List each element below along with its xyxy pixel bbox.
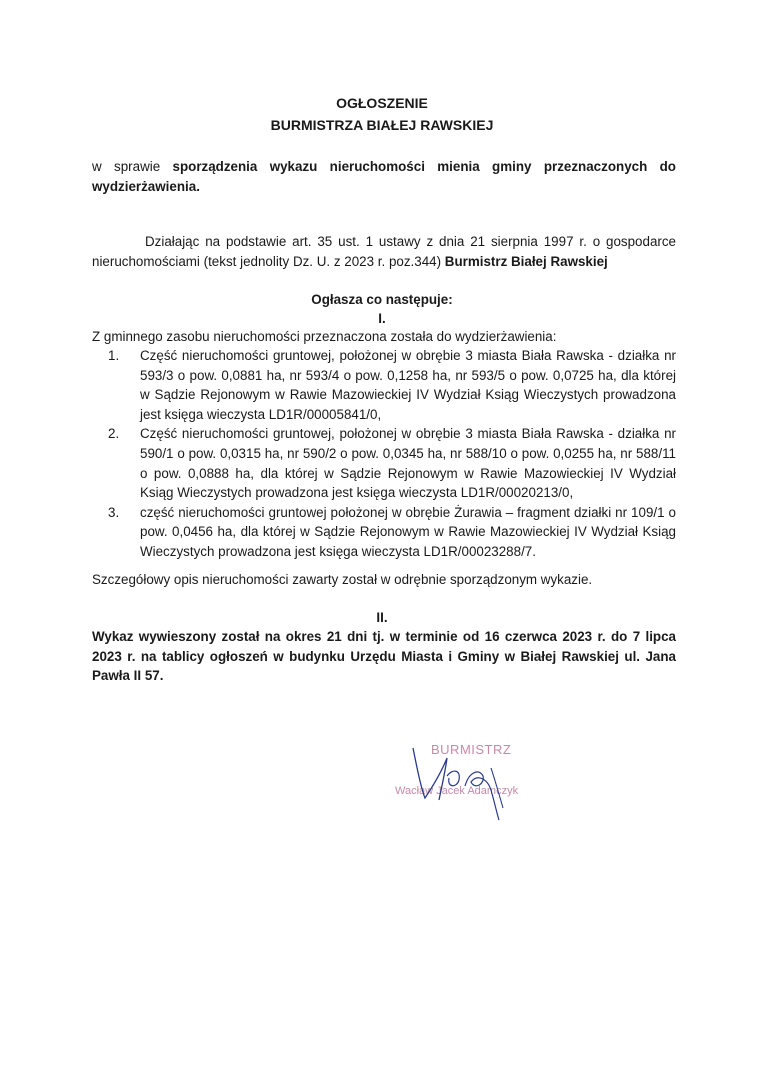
section-1-numeral: I.: [378, 311, 386, 326]
announce-heading: Ogłasza co następuje:: [311, 292, 453, 307]
title-line-1: OGŁOSZENIE: [336, 95, 428, 111]
signature-stamp: [395, 728, 545, 828]
list-item: [108, 346, 676, 424]
handwritten-signature-icon: [395, 728, 545, 828]
detail-note: Szczegółowy opis nieruchomości zawarty został w odrębnie sporządzonym wykazie.: [92, 572, 593, 587]
subject-paragraph: [92, 157, 676, 196]
property-list: [108, 346, 676, 562]
legal-basis-text: Działając na podstawie art. 35 ust. 1 ustawy z dnia 21 sierpnia 1997 r. o gospodarce nieruchomościami (tekst jednolity Dz. U. z 2023 r. poz.344): [92, 234, 676, 269]
subject-bold: sporządzenia wykazu nieruchomości mienia gminy przeznaczonych do wydzierżawienia.: [92, 159, 676, 194]
posting-notice: Wykaz wywieszony został na okres 21 dni tj. w terminie od 16 czerwca 2023 r. do 7 lipca 2023 r. na tablicy ogłoszeń w budynku Urzędu Miasta i Gminy w Białej Rawskiej ul. Jana Pawła II 57.: [92, 629, 676, 684]
list-item-text: Część nieruchomości gruntowej, położonej w obrębie 3 miasta Biała Rawska - działka nr 590/1 o pow. 0,0315 ha, nr 590/2 o pow. 0,0345 ha, nr 588/10 o pow. 0,0255 ha, nr 588/11 o pow. 0,0888 ha, dla której w Sądzie Rejonowym w Rawie Mazowieckiej IV Wydział Ksiąg Wieczystych prowadzona jest księga wieczysta LD1R/00020213/0,: [140, 426, 676, 501]
legal-basis-authority: Burmistrz Białej Rawskiej: [444, 253, 608, 269]
list-item: [108, 503, 676, 562]
list-item-text: część nieruchomości gruntowej położonej w obrębie Żurawia – fragment działki nr 109/1 o pow. 0,0456 ha, dla której w Sądzie Rejonowym w Rawie Mazowieckiej IV Wydział Ksiąg Wieczystych prowadzona jest księga wieczysta LD1R/00023288/7.: [140, 504, 676, 559]
stamp-title: BURMISTRZ: [431, 742, 512, 757]
legal-basis-paragraph: [92, 232, 676, 271]
subject-prefix: w sprawie: [92, 159, 173, 174]
section-1-lead: Z gminnego zasobu nieruchomości przeznaczona została do wydzierżawienia:: [92, 329, 557, 344]
list-item-number: 3.: [108, 504, 120, 520]
list-item-text: Część nieruchomości gruntowej, położonej w obrębie 3 miasta Biała Rawska - działka nr 593/3 o pow. 0,0881 ha, nr 593/4 o pow. 0,1258 ha, nr 593/5 o pow. 0,0725 ha, dla której w Sądzie Rejonowym w Rawie Mazowieckiej IV Wydział Ksiąg Wieczystych prowadzona jest księga wieczysta LD1R/00005841/0,: [140, 348, 676, 422]
stamp-name: Wacław Jacek Adamczyk: [395, 785, 519, 797]
list-item-number: 2.: [108, 426, 120, 442]
section-2-numeral: II.: [376, 610, 388, 625]
document-title: [0, 92, 764, 136]
list-item: [108, 424, 676, 502]
list-item-number: 1.: [108, 348, 120, 363]
title-line-2: BURMISTRZA BIAŁEJ RAWSKIEJ: [270, 117, 494, 133]
